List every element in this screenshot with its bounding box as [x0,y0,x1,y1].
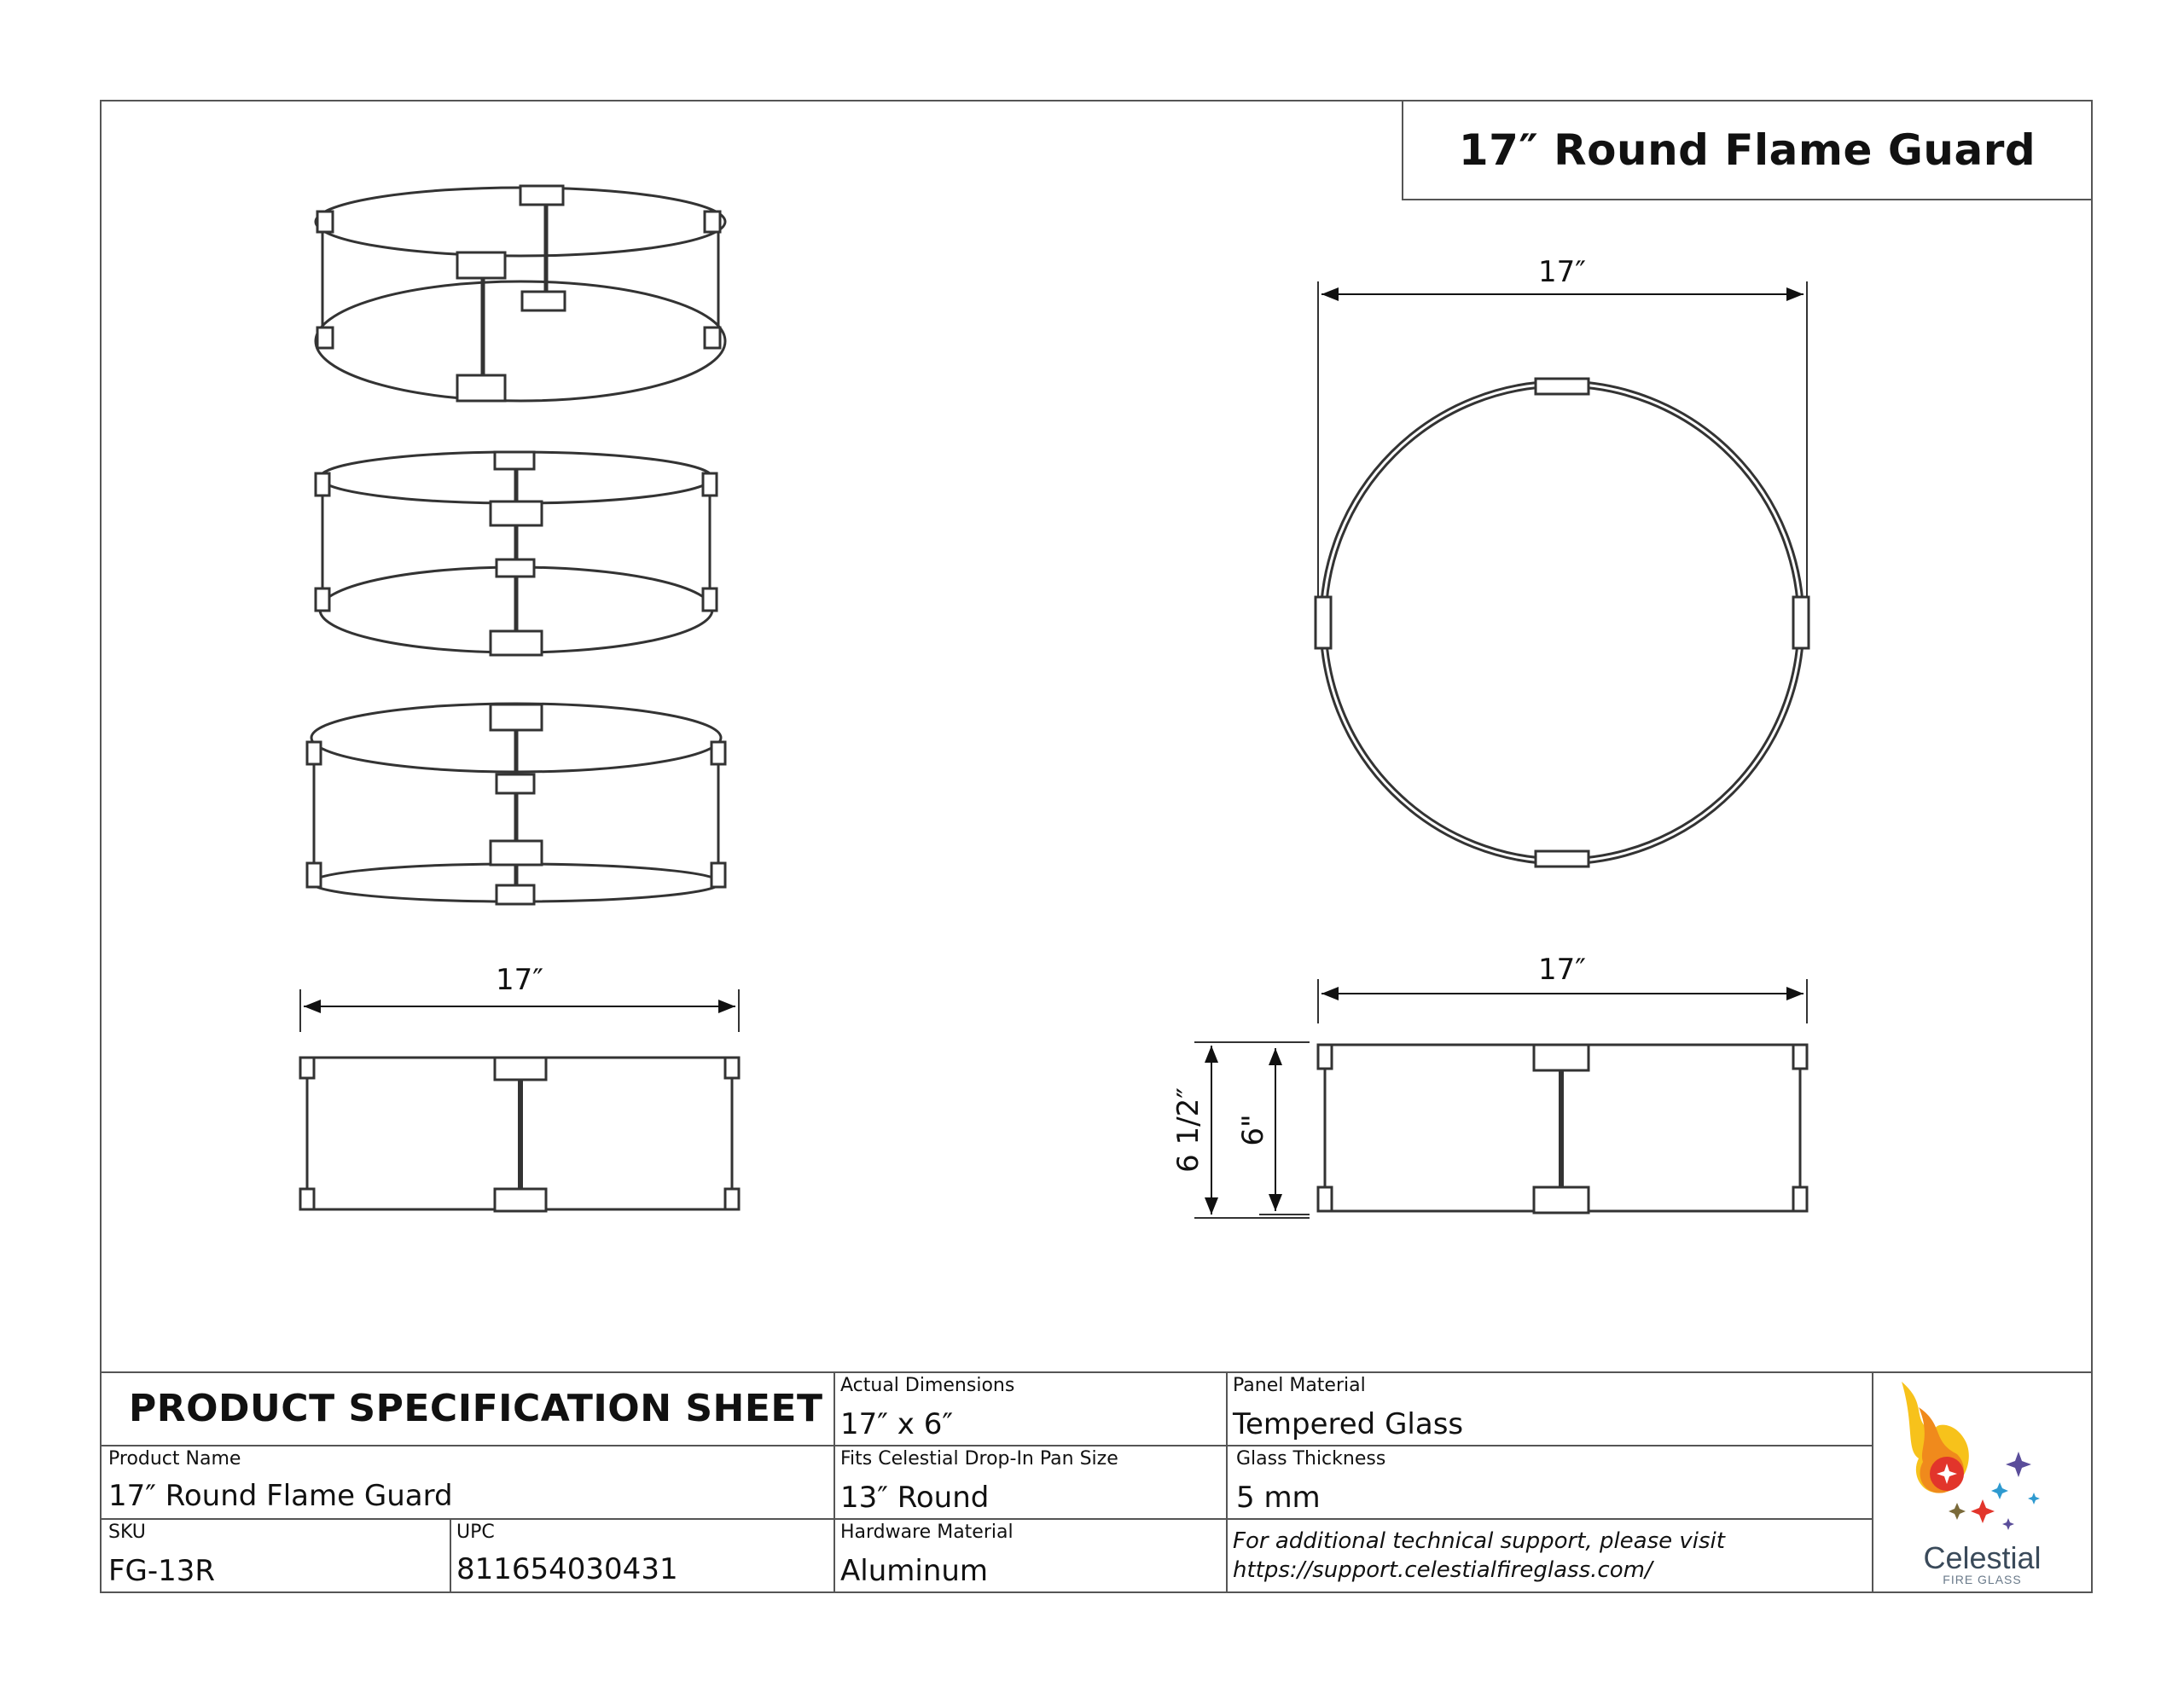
sheet-title: PRODUCT SPECIFICATION SHEET [129,1387,823,1430]
glass-thickness-value: 5 mm [1236,1481,1321,1515]
logo-subtitle: FIRE GLASS [1943,1573,2022,1586]
upc-value: 811654030431 [456,1552,678,1586]
hardware-material-label: Hardware Material [840,1522,1014,1543]
isometric-view-1 [316,186,725,401]
support-link[interactable]: https://support.celestialfireglass.com/ [1233,1557,1653,1583]
panel-height-label: 6" [1236,1114,1270,1146]
panel-material-value: Tempered Glass [1233,1407,1464,1441]
page-title: 17″ Round Flame Guard [1458,125,2036,175]
top-view-width-label: 17″ [1538,255,1586,289]
specification-table [100,1371,2093,1593]
upc-label: UPC [456,1522,495,1543]
pan-size-value: 13″ Round [840,1481,990,1515]
left-width-label: 17″ [496,963,543,997]
top-view [1316,281,1809,867]
isometric-view-2 [316,452,717,655]
hardware-material-value: Aluminum [840,1554,989,1588]
product-name-label: Product Name [108,1448,241,1470]
flame-star-icon [1872,1373,2093,1544]
celestial-logo [1872,1373,2093,1591]
pan-size-label: Fits Celestial Drop-In Pan Size [840,1448,1118,1470]
left-front-elevation [300,989,739,1211]
logo-name: Celestial [1923,1540,2042,1575]
sku-label: SKU [108,1522,146,1543]
sku-value: FG-13R [108,1554,216,1588]
isometric-view-3 [307,704,725,904]
product-name-value: 17″ Round Flame Guard [108,1479,453,1513]
actual-dimensions-label: Actual Dimensions [840,1375,1015,1396]
overall-height-label: 6 1/2″ [1171,1087,1205,1173]
right-front-elevation [1194,979,1807,1218]
panel-material-label: Panel Material [1233,1375,1366,1396]
glass-thickness-label: Glass Thickness [1236,1448,1386,1470]
actual-dimensions-value: 17″ x 6″ [840,1407,954,1441]
support-text: For additional technical support, please visit [1233,1528,1725,1554]
front-width-label: 17″ [1538,953,1586,987]
